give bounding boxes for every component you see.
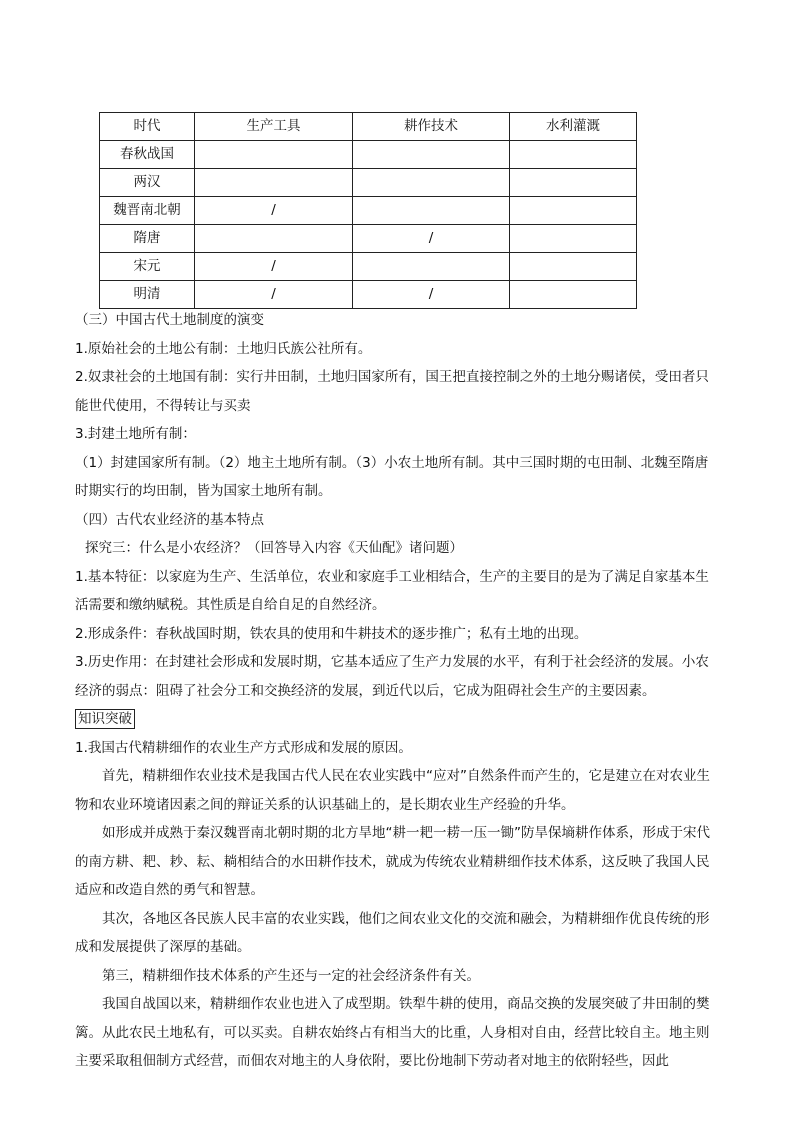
- table-row: [100, 197, 637, 225]
- boxed-heading-line: [75, 705, 720, 734]
- table-cell: [510, 253, 637, 281]
- paragraph: 第三，精耕细作技术体系的产生还与一定的社会经济条件有关。: [102, 967, 480, 984]
- table-cell: /: [353, 225, 510, 253]
- table-header-cell: 生产工具: [195, 113, 353, 141]
- table-header-cell: 时代: [100, 113, 195, 141]
- table-cell: [195, 225, 353, 253]
- table-cell: /: [195, 253, 353, 281]
- table-cell: 宋元: [100, 253, 195, 281]
- paragraph: 1.基本特征：以家庭为生产、生活单位，农业和家庭手工业相结合，生产的主要目的是为了满足自家基本生活需要和缴纳赋税。其性质是自给自足的自然经济。: [75, 568, 709, 613]
- table-row: [100, 281, 637, 309]
- table-header-cell: 耕作技术: [353, 113, 510, 141]
- paragraph: （1）封建国家所有制。（2）地主土地所有制。（3）小农土地所有制。其中三国时期的屯田制、北魏至隋唐时期实行的均田制，皆为国家土地所有制。: [75, 454, 709, 499]
- boxed-heading: 知识突破: [75, 709, 135, 729]
- table-cell: [353, 197, 510, 225]
- paragraph: 首先，精耕细作农业技术是我国古代人民在农业实践中“应对”自然条件而产生的，它是建立在对农业生物和农业环境诸因素之间的辩证关系的认识基础上的，是长期农业生产经验的升华。: [75, 768, 710, 813]
- table-cell: [510, 225, 637, 253]
- table-header-row: [100, 113, 637, 141]
- table-row: [100, 225, 637, 253]
- table-cell: [510, 141, 637, 169]
- table-cell: 明清: [100, 281, 195, 309]
- table-header-cell: 水利灌溉: [510, 113, 637, 141]
- table-row: [100, 141, 637, 169]
- paragraph: 如形成并成熟于秦汉魏晋南北朝时期的北方旱地“耕一耙一耢一压一锄”防旱保墒耕作体系，形成于宋代的南方耕、耙、耖、耘、耥相结合的水田耕作技术，就成为传统农业精耕细作技术体系，这反映了我国人民适应和改造自然的勇气和智慧。: [75, 825, 710, 898]
- paragraph: 1.原始社会的土地公有制：土地归氏族公社所有。: [75, 340, 372, 357]
- body-text: [75, 306, 720, 1076]
- table-cell: 两汉: [100, 169, 195, 197]
- table-cell: [510, 169, 637, 197]
- paragraph: 3.封建土地所有制：: [75, 426, 196, 442]
- paragraph: 我国自战国以来，精耕细作农业也进入了成型期。铁犁牛耕的使用，商品交换的发展突破了井田制的樊篱。从此农民土地私有，可以买卖。自耕农始终占有相当大的比重，人身相对自由，经营比较自主。地主则主要采取租佃制方式经营，而佃农对地主的人身依附，要比份地制下劳动者对地主的依附轻些，因此: [75, 996, 710, 1069]
- table-cell: [195, 141, 353, 169]
- table-row: [100, 169, 637, 197]
- paragraph: 2.形成条件：春秋战国时期，铁农具的使用和牛耕技术的逐步推广；私有土地的出现。: [75, 625, 588, 642]
- paragraph: 2.奴隶社会的土地国有制：实行井田制，土地归国家所有，国王把直接控制之外的土地分赐诸侯，受田者只能世代使用，不得转让与买卖: [75, 369, 709, 414]
- paragraph: 其次，各地区各民族人民丰富的农业实践，他们之间农业文化的交流和融会，为精耕细作优良传统的形成和发展提供了深厚的基础。: [75, 910, 710, 955]
- table-cell: [353, 169, 510, 197]
- table-cell: [353, 253, 510, 281]
- table-cell: 魏晋南北朝: [100, 197, 195, 225]
- paragraph: 3.历史作用：在封建社会形成和发展时期，它基本适应了生产力发展的水平，有利于社会经济的发展。小农经济的弱点：阻碍了社会分工和交换经济的发展，到近代以后，它成为阻碍社会生产的主要因素。: [75, 654, 709, 699]
- section-heading: （四）古代农业经济的基本特点: [75, 511, 264, 528]
- paragraph: 1.我国古代精耕细作的农业生产方式形成和发展的原因。: [75, 739, 412, 756]
- question-heading: 探究三：什么是小农经济？（回答导入内容《天仙配》诸问题）: [85, 540, 463, 556]
- table-cell: /: [353, 281, 510, 309]
- agriculture-table: [99, 112, 637, 309]
- table-row: [100, 253, 637, 281]
- section-heading: （三）中国古代土地制度的演变: [75, 312, 264, 328]
- table-cell: [510, 281, 637, 309]
- table-cell: /: [195, 281, 353, 309]
- table-cell: [510, 197, 637, 225]
- table-cell: 春秋战国: [100, 141, 195, 169]
- table-cell: [353, 141, 510, 169]
- table-cell: /: [195, 197, 353, 225]
- table-cell: 隋唐: [100, 225, 195, 253]
- table-cell: [195, 169, 353, 197]
